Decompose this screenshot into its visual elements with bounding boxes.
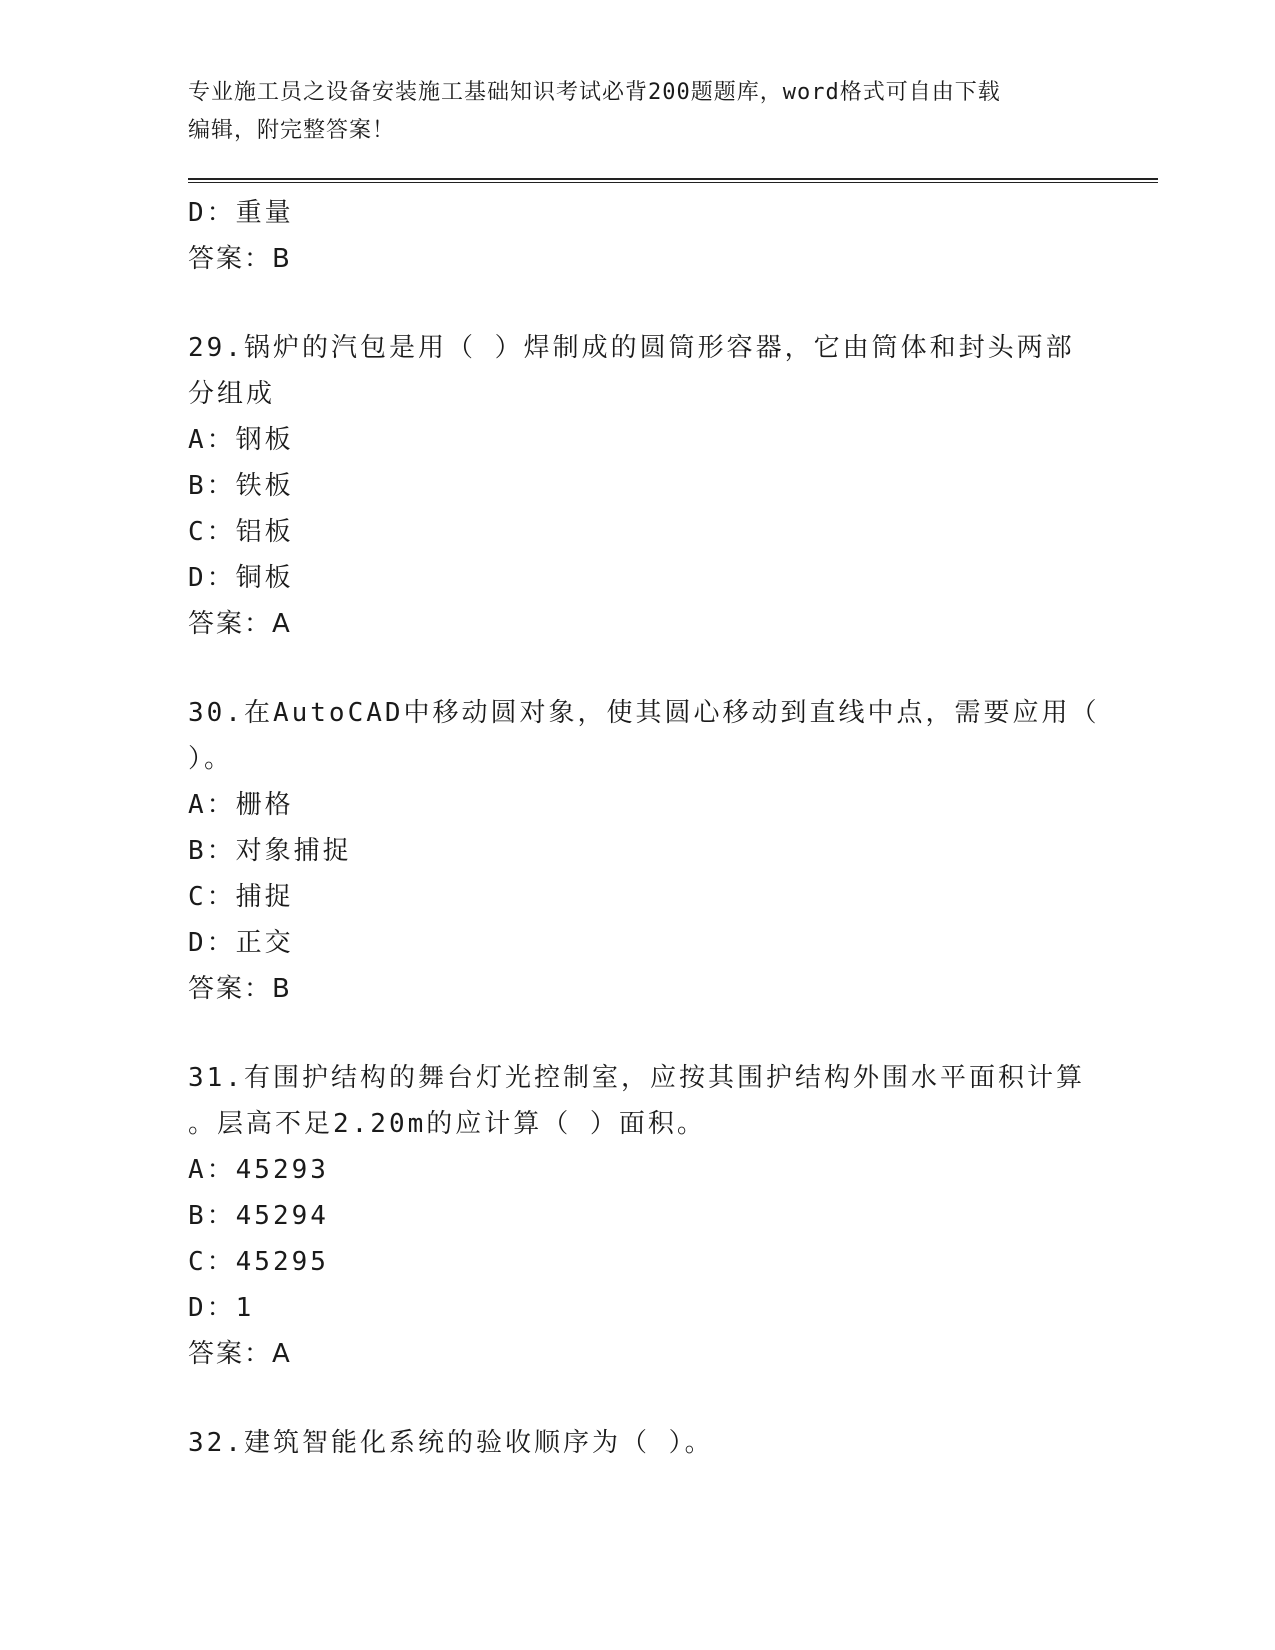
- question-stem: 32.建筑智能化系统的验收顺序为（ ）。: [188, 1428, 714, 1458]
- answer: 答案：A: [188, 1339, 292, 1369]
- option-d: D：铜板: [188, 563, 294, 593]
- question-stem: 29.锅炉的汽包是用（ ）焊制成的圆筒形容器，它由筒体和封头两部: [188, 333, 1075, 363]
- document-header: [188, 74, 1088, 150]
- option-d: D：重量: [188, 198, 294, 228]
- header-title-line-1: 专业施工员之设备安装施工基础知识考试必背200题题库，word格式可自由下载: [188, 80, 1001, 105]
- spacer: [188, 1377, 1088, 1420]
- option-c: C：捕捉: [188, 882, 294, 912]
- question-stem: 30.在AutoCAD中移动圆对象，使其圆心移动到直线中点，需要应用（: [188, 698, 1100, 728]
- question-29: [188, 325, 1088, 647]
- answer: 答案：A: [188, 609, 292, 639]
- option-c: C：45295: [188, 1247, 329, 1277]
- option-a: A：栅格: [188, 790, 294, 820]
- option-c: C：铝板: [188, 517, 294, 547]
- header-divider-thin: [188, 182, 1158, 183]
- question-32: [188, 1420, 1088, 1466]
- question-stem-continued: ）。: [188, 744, 234, 774]
- question-28-tail: [188, 190, 1088, 282]
- option-d: D：正交: [188, 928, 294, 958]
- question-30: [188, 690, 1100, 1012]
- spacer: [188, 647, 1088, 690]
- question-31: [188, 1055, 1088, 1377]
- option-d: D：1: [188, 1293, 255, 1323]
- answer: 答案：B: [188, 974, 292, 1004]
- answer: 答案：B: [188, 244, 292, 274]
- option-b: B：45294: [188, 1201, 329, 1231]
- option-b: B：对象捕捉: [188, 836, 352, 866]
- header-title-line-2: 编辑，附完整答案！: [188, 118, 396, 143]
- spacer: [188, 1012, 1088, 1055]
- header-divider-thick: [188, 178, 1158, 180]
- option-b: B：铁板: [188, 471, 294, 501]
- spacer: [188, 282, 1088, 325]
- option-a: A：45293: [188, 1155, 329, 1185]
- question-content: [188, 190, 1100, 1466]
- question-stem: 31.有围护结构的舞台灯光控制室，应按其围护结构外围水平面积计算: [188, 1063, 1085, 1093]
- question-stem-continued: 分组成: [188, 379, 276, 409]
- question-stem-continued: 。层高不足2.20m的应计算（ ）面积。: [188, 1109, 706, 1139]
- option-a: A：钢板: [188, 425, 294, 455]
